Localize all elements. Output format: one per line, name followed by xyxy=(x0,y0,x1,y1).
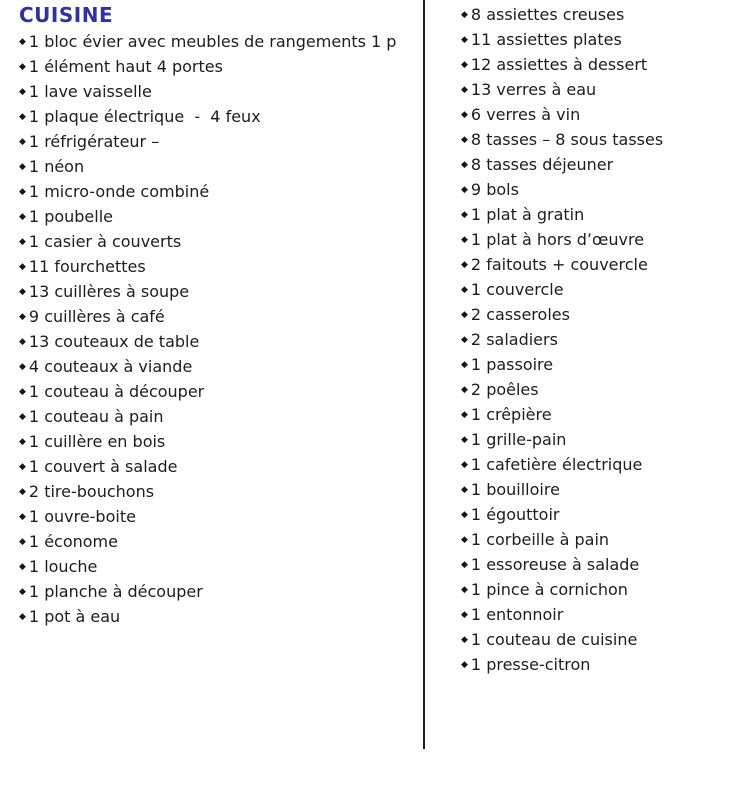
list-item xyxy=(19,229,414,254)
bullet-icon: ◆ xyxy=(461,384,468,395)
bullet-icon: ◆ xyxy=(461,584,468,595)
list-item-label: 2 poêles xyxy=(470,380,539,399)
list-item xyxy=(461,477,726,502)
right-column xyxy=(461,2,726,677)
list-item-label: 1 couvert à salade xyxy=(28,457,178,476)
left-column xyxy=(19,2,414,629)
bullet-icon: ◆ xyxy=(19,186,26,197)
bullet-icon: ◆ xyxy=(461,184,468,195)
list-item xyxy=(19,429,414,454)
list-item-label: 13 couteaux de table xyxy=(28,332,200,351)
list-item xyxy=(461,177,726,202)
list-item xyxy=(19,579,414,604)
bullet-icon: ◆ xyxy=(19,336,26,347)
bullet-icon: ◆ xyxy=(461,234,468,245)
list-item xyxy=(19,504,414,529)
list-item xyxy=(19,304,414,329)
bullet-icon: ◆ xyxy=(461,259,468,270)
bullet-icon: ◆ xyxy=(461,559,468,570)
list-item xyxy=(461,202,726,227)
list-item-label: 1 louche xyxy=(28,557,98,576)
list-item xyxy=(461,352,726,377)
list-item xyxy=(461,602,726,627)
list-item xyxy=(19,554,414,579)
bullet-icon: ◆ xyxy=(19,286,26,297)
list-item-label: 1 cafetière électrique xyxy=(470,455,643,474)
list-item xyxy=(461,527,726,552)
bullet-icon: ◆ xyxy=(461,59,468,70)
list-item-label: 1 couvercle xyxy=(470,280,564,299)
list-item xyxy=(461,502,726,527)
list-item xyxy=(461,427,726,452)
list-item-label: 1 essoreuse à salade xyxy=(470,555,640,574)
list-item xyxy=(19,104,414,129)
bullet-icon: ◆ xyxy=(461,609,468,620)
bullet-icon: ◆ xyxy=(19,511,26,522)
bullet-icon: ◆ xyxy=(461,434,468,445)
list-item-label: 9 bols xyxy=(470,180,519,199)
list-item xyxy=(461,377,726,402)
list-item-label: 1 poubelle xyxy=(28,207,114,226)
list-item-label: 11 fourchettes xyxy=(28,257,146,276)
list-item-label: 2 tire-bouchons xyxy=(28,482,155,501)
list-item xyxy=(461,102,726,127)
list-item-label: 1 crêpière xyxy=(470,405,552,424)
bullet-icon: ◆ xyxy=(461,459,468,470)
page-title: CUISINE xyxy=(19,3,114,27)
list-item-label: 1 corbeille à pain xyxy=(470,530,610,549)
list-item xyxy=(461,52,726,77)
list-item-label: 1 plat à hors d’œuvre xyxy=(470,230,645,249)
list-item-label: 1 cuillère en bois xyxy=(28,432,166,451)
list-item xyxy=(461,152,726,177)
list-item-label: 1 passoire xyxy=(470,355,554,374)
list-item-label: 2 saladiers xyxy=(470,330,558,349)
bullet-icon: ◆ xyxy=(461,409,468,420)
list-item-label: 1 élément haut 4 portes xyxy=(28,57,223,76)
list-item xyxy=(461,27,726,52)
bullet-icon: ◆ xyxy=(19,561,26,572)
list-item xyxy=(461,277,726,302)
list-item xyxy=(461,452,726,477)
list-item-label: 8 tasses – 8 sous tasses xyxy=(470,130,664,149)
list-item-label: 1 bloc évier avec meubles de rangements 1 p xyxy=(28,32,397,51)
list-item-label: 1 égouttoir xyxy=(470,505,560,524)
bullet-icon: ◆ xyxy=(19,411,26,422)
list-item xyxy=(461,77,726,102)
bullet-icon: ◆ xyxy=(461,359,468,370)
bullet-icon: ◆ xyxy=(461,209,468,220)
bullet-icon: ◆ xyxy=(19,461,26,472)
list-item xyxy=(19,79,414,104)
bullet-icon: ◆ xyxy=(19,536,26,547)
list-item-label: 6 verres à vin xyxy=(470,105,581,124)
list-item xyxy=(461,627,726,652)
list-item-label: 13 cuillères à soupe xyxy=(28,282,190,301)
bullet-icon: ◆ xyxy=(461,159,468,170)
list-item-label: 1 pot à eau xyxy=(28,607,121,626)
bullet-icon: ◆ xyxy=(19,311,26,322)
list-item xyxy=(19,529,414,554)
list-item xyxy=(461,577,726,602)
list-item xyxy=(19,254,414,279)
bullet-icon: ◆ xyxy=(19,111,26,122)
bullet-icon: ◆ xyxy=(19,261,26,272)
column-divider-line xyxy=(423,0,425,749)
list-item-label: 1 grille-pain xyxy=(470,430,567,449)
list-item-label: 2 casseroles xyxy=(470,305,570,324)
list-item-label: 13 verres à eau xyxy=(470,80,597,99)
list-item-label: 1 presse-citron xyxy=(470,655,591,674)
list-item-label: 1 pince à cornichon xyxy=(470,580,628,599)
list-item-label: 8 tasses déjeuner xyxy=(470,155,614,174)
bullet-icon: ◆ xyxy=(461,34,468,45)
list-item-label: 1 planche à découper xyxy=(28,582,203,601)
bullet-icon: ◆ xyxy=(19,611,26,622)
list-item xyxy=(19,454,414,479)
bullet-icon: ◆ xyxy=(19,436,26,447)
bullet-icon: ◆ xyxy=(19,36,26,47)
bullet-icon: ◆ xyxy=(19,486,26,497)
list-item-label: 1 plaque électrique - 4 feux xyxy=(28,107,261,126)
bullet-icon: ◆ xyxy=(19,586,26,597)
list-item-label: 1 plat à gratin xyxy=(470,205,585,224)
list-item xyxy=(19,179,414,204)
list-item-label: 2 faitouts + couvercle xyxy=(470,255,648,274)
list-item xyxy=(461,127,726,152)
list-item-label: 1 couteau à découper xyxy=(28,382,205,401)
list-item xyxy=(19,379,414,404)
list-item-label: 12 assiettes à dessert xyxy=(470,55,648,74)
list-item xyxy=(19,479,414,504)
bullet-icon: ◆ xyxy=(461,109,468,120)
list-item-label: 1 lave vaisselle xyxy=(28,82,152,101)
list-item-label: 1 entonnoir xyxy=(470,605,564,624)
bullet-icon: ◆ xyxy=(461,634,468,645)
list-item xyxy=(461,552,726,577)
list-item-label: 1 casier à couverts xyxy=(28,232,182,251)
list-item xyxy=(461,302,726,327)
bullet-icon: ◆ xyxy=(461,509,468,520)
bullet-icon: ◆ xyxy=(461,534,468,545)
list-item-label: 1 néon xyxy=(28,157,85,176)
bullet-icon: ◆ xyxy=(461,134,468,145)
list-item xyxy=(461,327,726,352)
list-item xyxy=(19,404,414,429)
list-item xyxy=(19,29,414,54)
list-item xyxy=(461,252,726,277)
bullet-icon: ◆ xyxy=(19,136,26,147)
list-item xyxy=(19,279,414,304)
list-item-label: 11 assiettes plates xyxy=(470,30,622,49)
bullet-icon: ◆ xyxy=(461,334,468,345)
list-item-label: 1 micro-onde combiné xyxy=(28,182,210,201)
list-item xyxy=(19,129,414,154)
list-item xyxy=(19,329,414,354)
bullet-icon: ◆ xyxy=(19,86,26,97)
bullet-icon: ◆ xyxy=(461,484,468,495)
bullet-icon: ◆ xyxy=(19,236,26,247)
bullet-icon: ◆ xyxy=(461,84,468,95)
list-item xyxy=(19,154,414,179)
list-item xyxy=(19,54,414,79)
bullet-icon: ◆ xyxy=(461,9,468,20)
bullet-icon: ◆ xyxy=(19,211,26,222)
bullet-icon: ◆ xyxy=(461,309,468,320)
bullet-icon: ◆ xyxy=(19,386,26,397)
list-item-label: 1 couteau à pain xyxy=(28,407,164,426)
list-item xyxy=(19,604,414,629)
list-item-label: 1 économe xyxy=(28,532,118,551)
list-item xyxy=(19,354,414,379)
list-item xyxy=(461,402,726,427)
list-item-label: 9 cuillères à café xyxy=(28,307,165,326)
list-item xyxy=(461,652,726,677)
list-item-label: 1 ouvre-boite xyxy=(28,507,136,526)
bullet-icon: ◆ xyxy=(19,361,26,372)
list-item xyxy=(461,2,726,27)
list-item-label: 8 assiettes creuses xyxy=(470,5,625,24)
bullet-icon: ◆ xyxy=(461,659,468,670)
bullet-icon: ◆ xyxy=(19,161,26,172)
list-item xyxy=(461,227,726,252)
bullet-icon: ◆ xyxy=(461,284,468,295)
list-item-label: 1 bouilloire xyxy=(470,480,560,499)
list-item-label: 4 couteaux à viande xyxy=(28,357,193,376)
list-item-label: 1 couteau de cuisine xyxy=(470,630,638,649)
list-item xyxy=(19,204,414,229)
list-item-label: 1 réfrigérateur – xyxy=(28,132,160,151)
bullet-icon: ◆ xyxy=(19,61,26,72)
